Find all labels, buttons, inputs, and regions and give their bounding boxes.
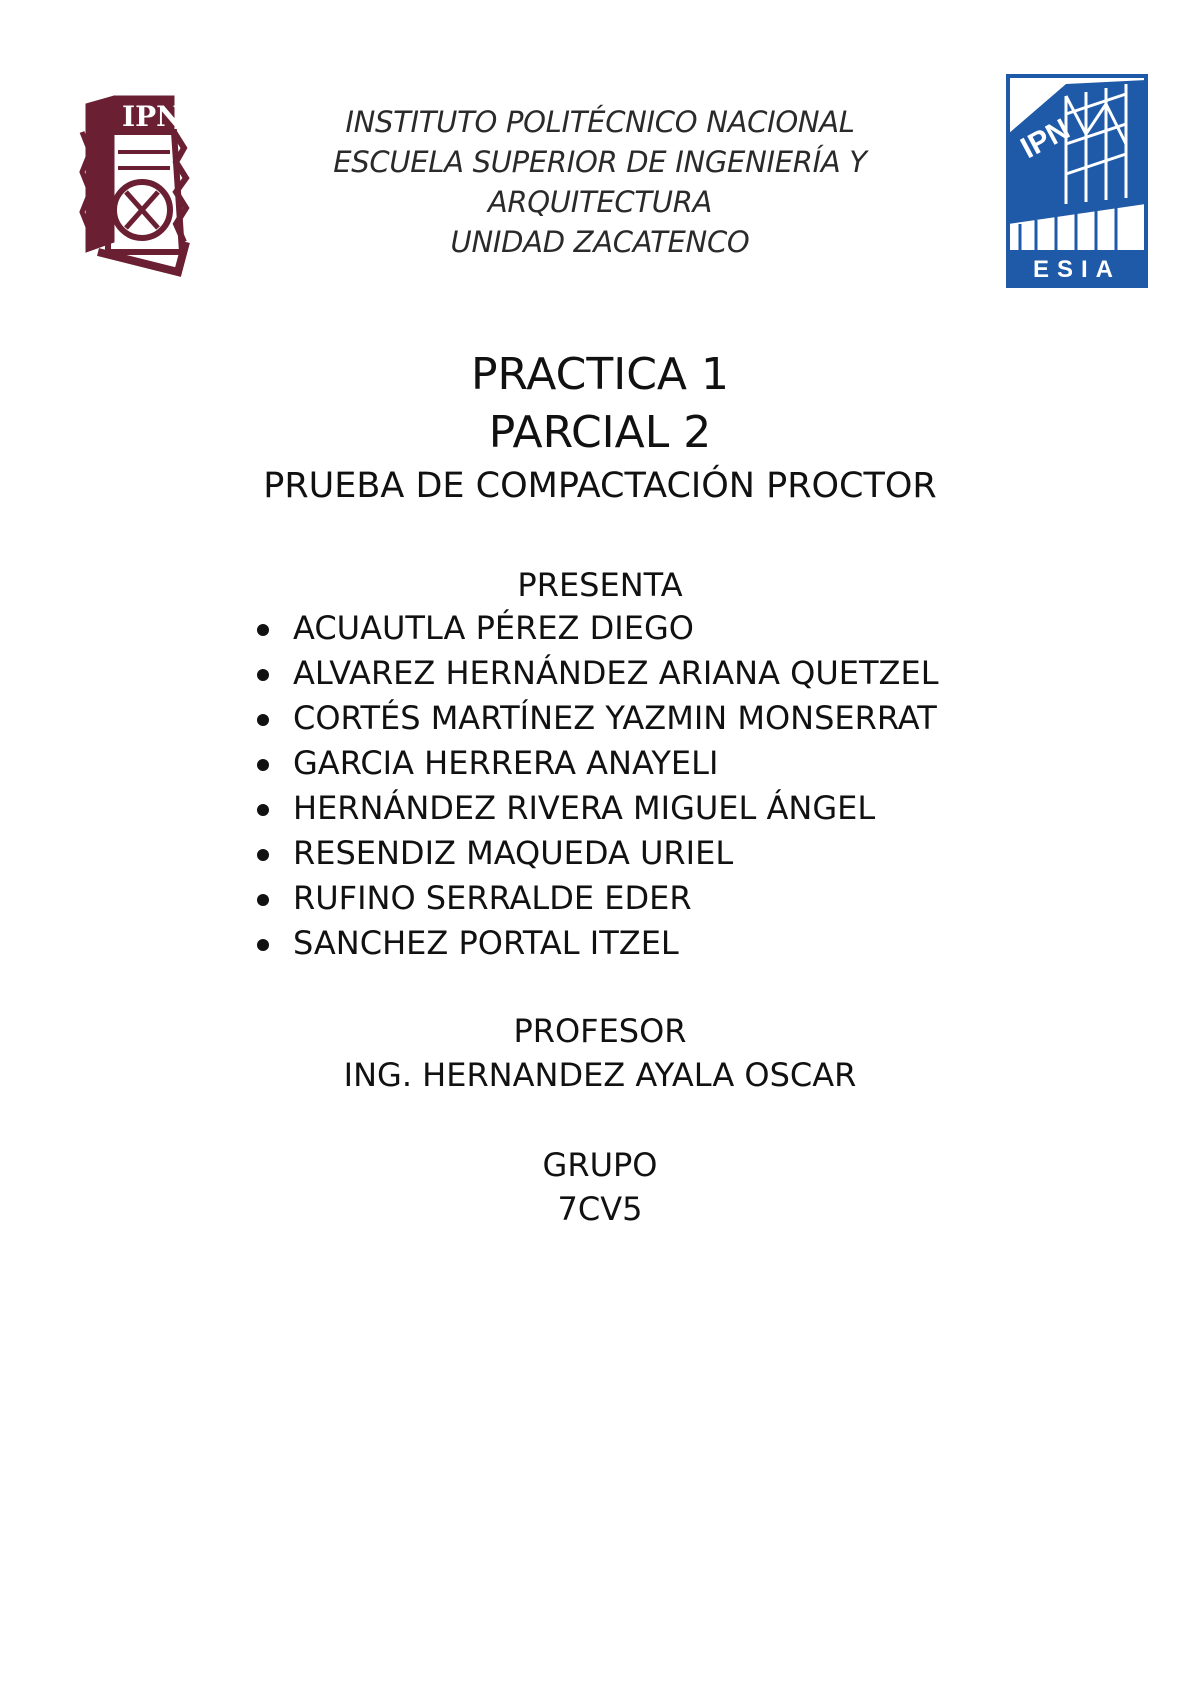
esia-top-text: IPN — [1015, 112, 1076, 166]
list-item: SANCHEZ PORTAL ITZEL — [255, 921, 939, 966]
practice-title: PRACTICA 1 — [470, 349, 730, 400]
bullet-icon — [257, 669, 269, 681]
bullet-icon — [257, 804, 269, 816]
bullet-icon — [257, 939, 269, 951]
header-line-4: UNIDAD ZACATENCO — [450, 225, 750, 259]
members-list — [255, 606, 939, 966]
bullet-icon — [257, 894, 269, 906]
presenta-label: PRESENTA — [517, 566, 683, 604]
header-line-3: ARQUITECTURA — [487, 185, 713, 219]
ipn-logo-text: IPN — [122, 100, 182, 133]
list-item: GARCIA HERRERA ANAYELI — [255, 741, 939, 786]
header-line-2: ESCUELA SUPERIOR DE INGENIERÍA Y — [333, 145, 867, 179]
header-line-1: INSTITUTO POLITÉCNICO NACIONAL — [345, 105, 855, 139]
list-item: ALVAREZ HERNÁNDEZ ARIANA QUETZEL — [255, 651, 939, 696]
esia-bottom-text: ESIA — [1032, 256, 1122, 283]
grupo-value: 7CV5 — [557, 1190, 643, 1228]
bullet-icon — [257, 759, 269, 771]
partial-title: PARCIAL 2 — [488, 407, 712, 458]
institution-header — [240, 102, 960, 262]
list-item: RUFINO SERRALDE EDER — [255, 876, 939, 921]
grupo-label: GRUPO — [542, 1146, 658, 1184]
list-item: RESENDIZ MAQUEDA URIEL — [255, 831, 939, 876]
esia-logo-icon — [1006, 74, 1148, 288]
bullet-icon — [257, 849, 269, 861]
list-item: ACUAUTLA PÉREZ DIEGO — [255, 606, 939, 651]
test-title: PRUEBA DE COMPACTACIÓN PROCTOR — [263, 466, 937, 506]
bullet-icon — [257, 714, 269, 726]
bullet-icon — [257, 624, 269, 636]
ipn-shield-logo-icon — [78, 92, 190, 282]
profesor-name: ING. HERNANDEZ AYALA OSCAR — [343, 1056, 857, 1094]
list-item: HERNÁNDEZ RIVERA MIGUEL ÁNGEL — [255, 786, 939, 831]
list-item: CORTÉS MARTÍNEZ YAZMIN MONSERRAT — [255, 696, 939, 741]
profesor-label: PROFESOR — [513, 1012, 687, 1050]
